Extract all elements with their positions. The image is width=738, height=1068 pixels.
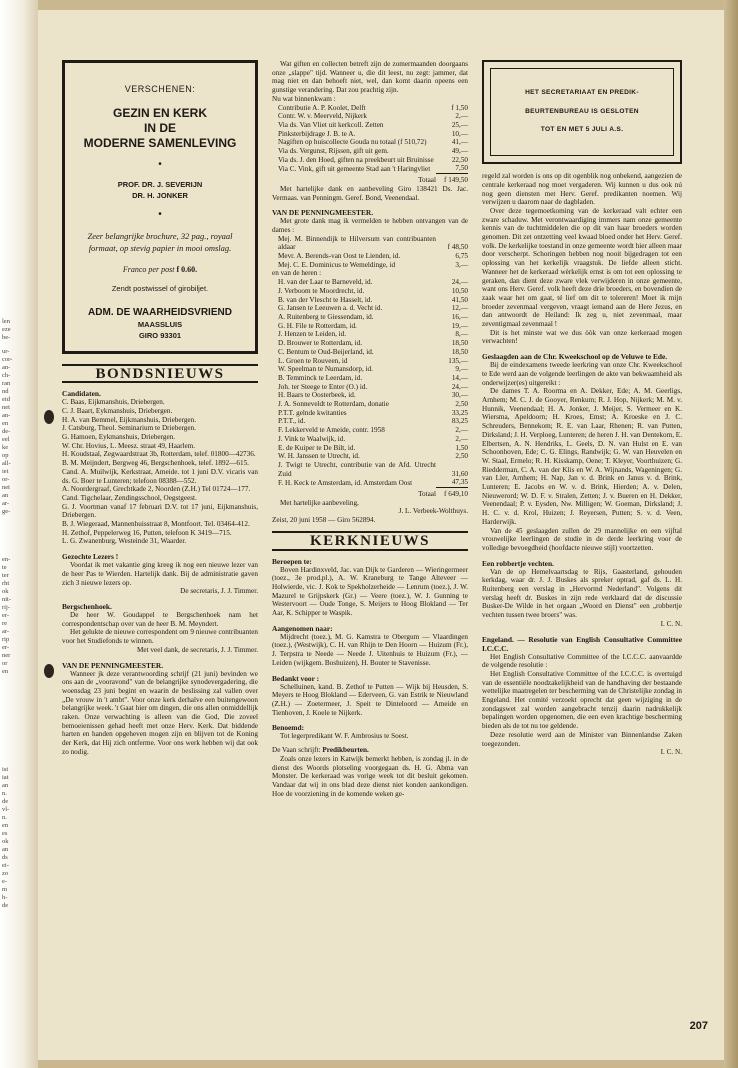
entry-label: Via ds. Van Vliet uit kerkcoll. Zetten [278,120,384,129]
vaan-lead-text: De Vaan schrijft: [272,746,323,755]
entry-amount: 19,— [451,321,468,330]
entry-label: Nagiften op huiscollecte Gouda nu totaal (f 510,72) [278,138,427,147]
entry-amount: 10,— [451,129,468,138]
column-right [482,60,682,757]
benoemd-heading: Benoemd: [272,723,305,733]
table-row [272,339,468,348]
dames-table [272,235,468,270]
entry-amount: 6,75 [455,252,468,261]
page-number: 207 [689,1020,708,1032]
continued-text: Over deze tegemoetkoming van de kerkeraad valt echter een zware schaduw. Met verontwaardiging immers nam onze gemeente kennis van de tuchtmiddelen die op dit van haar broeders worden genomen. Dit zet ontzetting veel kwaad bloed onder het Herv. Geref. volk. De kerkelijke toestand in onze gemeente wordt hier alleen maar door verscherpt. Schoringen hebben nog nooit bijgedragen tot een oplossing van het kerkelijk vraagstuk. De liefde alleen sticht. Wanneer het de kerkeraad wèrkelijk ernst is om tot een oplossing te geraken, dan dient deze zware vlek verwijderen in onze gemeente, want ons Herv. Geref. volk heeft deze drie broeders, en bovendien de zaak waar het om gaat, té lief om dit te tolereren! Moet ik mijn broeder zevenmaal vergeven, vraagt iemand aan de Here Jezus, en dan antwoordt de Heiland: Ik zeg u, niet zevenmaal, maar zeventigmaal zevenmaal ! [482,206,682,329]
bergschenhoek-signature: Met veel dank, de secretaris, J. J. Timmer. [137,645,258,654]
entry-label: D. Brouwer te Rotterdam, id. [278,339,363,348]
entry-label: Mevr. A. Berends-van Oost te Lienden, id. [278,252,401,261]
entry-amount: 33,25 [451,408,468,417]
notice-line: HET SECRETARIAAT EN PREDIK- [525,89,639,96]
entry-amount: 41,— [451,138,468,147]
ad-title-line: MODERNE SAMENLEVING [83,135,237,150]
list-item: H. A. van Bemmel, Eijkmanshuis, Driebergen. [62,415,197,424]
ad-description: Zeer belangrijke brochure, 32 pag., royaal formaat, op stevig papier in mooi omslag. [87,231,233,254]
table-row [272,147,468,156]
gutter-fragment: ist iat an n. de vl- n. en es ok an ds ei- zo e- m h- de [2,766,10,909]
notice-line: BEURTENBUREAU IS GESLOTEN [525,107,639,115]
penningmeester-heading: VAN DE PENNINGMEESTER. [272,208,374,218]
left-gutter [0,0,38,1068]
list-item: G. J. Voortman vanaf 17 februari D.V. tot 17 juni, Eijkmanshuis, Driebergen. [62,502,258,520]
list-item: J. Catsburg, Theol. Seminarium te Driebergen. [62,424,196,433]
beroepen-text: Boven Hardinxveld, Jac. van Dijk te Garderen — Wieringermeer (toez., 3e prod.pl.), A. W. Kraneburg te Tange Alteveer — Holwierde, vic. J. Kok te Spekholzerheide — Lenrum (toez.), J. W. Mazurel te Grijpskerk (Gr.) — Veere (toez.), W. J. Gunning te Westervoort — Oude Tonge, S. Meijers te Hoog Blokland — Ter Aar, K. Schipper te Waspik. [272,565,468,618]
entry-amount: 31,60 [451,469,468,478]
entry-label: Joh. ter Steege te Enter (O.) id. [278,382,368,391]
table-row [272,374,468,383]
giften-thanks: Met hartelijke dank en aanbeveling Giro 138421 Ds. Jac. Vermaas. van Penningm. Geref. Bond, Veenendaal. [272,184,468,202]
entry-label: W. Speelman te Numansdorp, id. [278,365,373,374]
book-spine [724,0,738,1068]
table-row [272,400,468,409]
entry-amount: 16,— [451,312,468,321]
entry-label: L. Groen te Rouveen, id [278,356,348,365]
entry-label: Contr. W. v. Meerveld, Nijkerk [278,112,367,121]
entry-amount: 8,— [455,330,468,339]
entry-amount: f 1,50 [451,103,468,112]
geslaagden-text: Bij de eindexamens tweede leerkring van onze Chr. Kweekschool te Ede werd aan de volgende leerlingen de akte van bekwaamheid als onderwijzer(es) uitgereikt : [482,361,682,387]
total-label: Totaal [418,490,436,499]
entry-label: P.T.T. gelnde kwitanties [278,408,347,417]
entry-amount: 18,50 [451,339,468,348]
table-row [272,278,468,287]
entry-label: Via C. Vink, gift uit gemeente Stad aan 't Haringvliet [278,164,431,173]
entry-label: F. Lekkerveld te Ameide, contr. 1958 [278,426,385,435]
robbertje-heading: Een robbertje vechten. [482,558,554,568]
ad-publisher: ADM. DE WAARHEIDSVRIEND [88,306,232,318]
entry-label: J. Henzen te Leiden, id. [278,330,347,339]
entry-label: J. A. Sonneveldt te Rotterdam, donatie [278,400,389,409]
table-row [272,235,468,252]
penningmeester-text: Wanneer jk deze verantwoording schrijf (21 juni) bevinden we ons aan de „vooravond" van de belangrijke synodevergadering, die woensdag 23 juni begint en waarin de beslissing zal vallen over „De vrouw in 't ambt". Voor onze kerk derhalve een buitengewoon belangrijke week. 't Gaat hier om dingen, die ons allen onmiddellijk raken. Onze verwachting is alleen van die God, Die zoveel bemoeienissen gehad heeft met onze Herv. Kerk. Dat biddende harten en handen opgeheven mogen zijn en blijven tot de Koning der Kerk, dat Hij zich ontferme. Voor ons werk hebben wij dat ook zo nodig. [62,669,258,756]
engeland-text: Deze resolutie werd aan de Minister van Binnenlandse Zaken toegezonden. [482,730,682,748]
bergschenhoek-text: Het gelukte de nieuwe correspondent om 9 nieuwe contribuanten voor het Studiefonds te winnen. [62,628,258,646]
binder-hole [44,410,54,424]
gezochte-signature: De secretaris, J. J. Timmer. [180,587,258,596]
penningmeester-intro: Met grote dank mag ik vermelden te hebben ontvangen van de dames : [272,217,468,234]
entry-label: E. de Kuiper te De Bilt, id. [278,443,356,452]
aangenomen-text: Mijdrecht (toez.), M. G. Kamstra te Obergum — Vlaardingen (toez.), (Westwijk), C. H. van Rhijn te Den Hoorn — Huizum (Fr.), J. Terpstra te Neede — Neede J. Uitenhuis te Huizum (Fr.), — Leiden (wijkgem. Boshuizen), H. Bouter te Stavenisse. [272,632,468,667]
table-row [272,426,468,435]
engeland-text: Het English Consultative Committee of the I.C.C.C. is overtuigd van de essentiële noodzakelijkheid van de handhaving der bestaande wettelijke maatregelen ter bescherming van de Christelijke zondag in Engeland. Het comité verzoekt oprecht dat geen wijziging in de zondagswet zal worden aangebracht tenzij daarin nadrukkelijk bepalingen worden opgenomen, die een even krachtige bescherming bieden als de tot nu toe geldende. [482,669,682,731]
entry-label: C. Bentum te Oud-Beijerland, id. [278,347,374,356]
table-row [272,461,468,478]
table-row [272,252,468,261]
entry-amount: 1,50 [455,443,468,452]
list-item: A. Noordergraaf, Grechtkade 2, Noorden (Z.H.) Tel 01724—177. [62,485,251,494]
entry-label: Mej. M. Binnendijk te Hilversum van contribuanten aldaar [278,234,436,252]
list-item: G. Hamoen, Eykmanshuis, Driebergen. [62,433,176,442]
table-row [272,391,468,400]
giften-table [272,104,468,185]
ad-verschenen: VERSCHENEN: [124,84,196,94]
robbertje-signature: I. C. N. [660,619,682,628]
entry-amount: 2,— [455,112,468,121]
entry-label: H. Baars te Oosterbeek, id. [278,391,356,400]
kandidaten-heading: Candidaten. [62,389,101,399]
gezochte-heading: Gezochte Lezers ! [62,552,119,562]
bedankt-heading: Bedankt voor : [272,673,320,683]
entry-amount: 2,— [455,426,468,435]
entry-amount: 7,50 [455,164,468,173]
table-row [272,435,468,444]
table-row [272,164,468,173]
vaan-lead [272,746,468,755]
beroepen-heading: Beroepen te: [272,556,312,566]
list-item: L. G. Zwanenburg, Westeinde 31, Waarder. [62,537,187,546]
table-row [272,409,468,418]
entry-label: A. Ruitenberg te Giessendam, id. [278,312,374,321]
total-label: Totaal [418,176,436,185]
benoemd-text: Tot legerpredikant W. F. Ambrosius te Soest. [280,732,409,741]
entry-amount: 14,— [451,373,468,382]
list-item: C. J. Baart, Eykmanshuis, Driebergen. [62,406,173,415]
table-row [272,112,468,121]
entry-label: G. Jansen te Leeuwen a. d. Vecht id. [278,304,383,313]
heren-thanks-giro: Zeist, 20 juni 1958 — Giro 562894. [272,516,376,525]
heren-table [272,278,468,499]
entry-label: J. Verboom te Moordrecht, id. [278,286,365,295]
engeland-text: Het English Consultative Committee of the I.C.C.C. aanvaardde de volgende resolutie : [482,652,682,670]
column-left [62,60,258,757]
table-row [272,357,468,366]
vaan-heading: Predikbeurten. [322,746,369,755]
table-row [272,287,468,296]
list-item: Cand. Tigchelaar, Zendingsschool, Oegstgeest. [62,493,197,502]
entry-amount: 12,— [451,304,468,313]
aangenomen-heading: Aangenomen naar: [272,623,333,633]
section-header-bondsnieuws: BONDSNIEUWS [62,364,258,384]
entry-amount: 135,— [448,356,468,365]
table-row [272,488,468,499]
entry-amount: 18,50 [451,347,468,356]
entry-label: H. van der Laar te Barneveld, id. [278,278,373,287]
table-row [272,174,468,185]
table-row [272,104,468,113]
table-row [272,296,468,305]
table-row [272,365,468,374]
total-amount: f 649,10 [436,488,468,499]
entry-amount: 2,— [455,434,468,443]
entry-amount: 24,— [451,278,468,287]
entry-amount: 2,50 [455,452,468,461]
entry-amount: 9,— [455,365,468,374]
ad-payment: Zendt postwissel of girobiljet. [111,283,209,293]
entry-label: Via ds. J. den Hoed, giften na preekbeurt uit Bruinisse [278,155,434,164]
bergschenhoek-heading: Bergschenhoek. [62,601,112,611]
list-item: H. Zethof, Peppelerweg 16, Putten, telefoon K 3419—715. [62,528,232,537]
heren-label: en van de heren : [272,269,322,278]
entry-label: Mej. C. E. Dominicus te Wemeldinge, id [278,260,396,269]
entry-amount: 25,— [451,120,468,129]
section-header-kerknieuws: KERKNIEUWS [272,531,468,551]
table-row [272,383,468,392]
entry-amount: f 48,50 [447,243,468,252]
notice-box [482,60,682,164]
bedankt-text: Schelluinen, kand. B. Zethof te Putten — Wijk bij Heusden, S. Meyers te Hoog Blokland — Ederveen, G. van Estrik te Nieuwland (Z.H.) — Zoetermeer, J. Speit te Dinteloord — Ameide en Tienhoven, J. Koele te Nijkerk. [272,682,468,717]
table-row [272,121,468,130]
table-row [272,452,468,461]
gutter-fragment: ur- cor- an- ch- ran nd eid net an- en de- eel ke op all- iet or- net an ar- ge- [2,348,13,515]
ad-title-line: IN DE [143,120,176,135]
advertisement-box [62,60,258,354]
geslaagden-text: De dames T. A. Roorma en A. Dekker, Ede; A. M. Geerligs, Arnhem; M. C. J. de Gooyer, Renkum; R. J. Hop, Nijkerk; M. M. v. Hunnik, Veenendaal; H. A. Jonker, J. Meijer, S. Vermeer en K. Wiersma, Apeldoorn; H. Kroes, Emst; A. Kroeske en J. C. Schreuders, Bennekom; R. E. van Laar, Rhenen; R. van Putten, Dirksland; J. H. Verploeg, Lunteren; de heren J. H. van Dentekom, E. Elbertsen, A. N. Hendriks, L. Geels, D. N. van Hulst en E. van Schoonhoven, Ede; C. G. Elings, Randwijk; G. W. van Heuvelen en W. Staal, Ermelo; R. H. Kisskamp, Oene; T. Kleyer, Voorthuizen; G. Riedderman, C. A. van der Klis en W. A. Wijnands, Wageningen; G. van Ller, Arnhem; H. Nap, Jan v. d. Brink en Janus v. d. Brink, Lunteren; E. Jacobs en W. v. d. Brink, Hierden; A. v. Delen, Nieuwerord; W. D. F. v. Stralen, Zetten; J. v. Bueren en H. Dekker, Veenendaal; P. v. Eysden, Nw. Milligen; W. Goeman, Dirksland; J. H. C. v. d. Krol, Huizen; J. Reyersen, Putten; S. v. d. Veen, Harderwijk. [482,387,682,526]
engeland-signature: I. C. N. [660,748,682,757]
list-item: C. Baas, Eijkmanshuis, Driebergen. [62,398,165,407]
entry-label: W. H. Janssen te Utrecht, id. [278,452,360,461]
entry-amount: 3,— [455,260,468,269]
ad-author: DR. H. JONKER [132,191,188,201]
ad-giro: GIRO 93301 [138,330,182,340]
bullet-icon: • [158,209,162,221]
bergschenhoek-text: De heer W. Goudappel te Bergschenhoek nam het correspondentschap over van de heer B. M. Meyndert. [62,610,258,628]
table-row [272,322,468,331]
list-item: B. J. Wiegeraad, Mannenhuisstraat 8, Montfoort. Tel. 03464-412. [62,520,250,529]
entry-label: G. H. File te Rotterdam, id. [278,321,357,330]
table-row [272,313,468,322]
penningmeester-heading: VAN DE PENNINGMEESTER. [62,660,164,670]
entry-label: B. van der Vlescht te Hasselt, id. [278,295,373,304]
gutter-fragment: len eze be- [2,318,11,341]
list-item: W. Chr. Hovius, L. Meesz. straat 49, Haarlem. [62,441,196,450]
entry-amount: 41,50 [451,295,468,304]
entry-label: J. Twigt te Utrecht, contributie van de Afd. Utrecht Zuid [278,460,436,478]
entry-amount: 24,— [451,382,468,391]
engeland-heading: Engeland. — Resolutie van English Consultative Committee I.C.C.C. [482,634,682,653]
continued-text: Dit is het minste wat we dus òòk van onze kerkeraad mogen verwachten! [482,328,682,346]
ad-city: MAASSLUIS [137,319,183,329]
table-row [272,444,468,453]
geslaagden-text: Van de 45 geslaagden zullen de 29 mannelijke en een vijftal vrouwelijke leerlingen de studie in de derde leerkring voor de volledige bevoegdheid (hoofdacte nieuwe stijl) voortzetten. [482,526,682,552]
giften-label: Nu wat binnenkwam : [272,94,336,103]
entry-amount: 2,50 [455,400,468,409]
table-row [272,138,468,147]
heren-thanks-name: J. L. Verbeek-Wolthuys. [398,507,468,516]
entry-amount: 10,50 [451,286,468,295]
ad-price-label: Franco per post [122,265,175,275]
entry-amount: 22,50 [451,155,468,164]
table-row [272,261,468,270]
table-row [272,330,468,339]
kandidaten-list [62,398,258,546]
ad-price [73,266,247,275]
entry-amount: 83,25 [451,417,468,426]
continued-text: regeld zal worden is ons op dit ogenblik nog onbekend, aangezien de centrale kerkeraad nog moet vergaderen. Wij kunnen u dus ook nú nog geen diensten met Herv. Geref. predikanten noemen. Wij verwijzen u daarom naar de dagbladen. [482,172,682,207]
ad-price-value: f 0.60. [176,265,198,275]
gezochte-text: Voordat ik met vakantie ging kreeg ik nog een nieuwe lezer van de heer Pas te Wierden. Hartelijk dank. Bij de administratie gaven zich 3 nieuwe lezers op. [62,561,258,587]
entry-label: Pinksterbijdrage J. B. te A. [278,129,356,138]
table-row [272,417,468,426]
binder-hole [44,664,54,678]
entry-amount: 30,— [451,391,468,400]
bullet-icon: • [158,158,162,170]
entry-label: B. Temminck te Leerdam, id. [278,373,363,382]
table-row [272,478,468,487]
giften-intro: Wat giften en collecten betreft zijn de zomermaanden doorgaans onze „slappe" tijd. Wanneer u, die dit leest, nu zegt: jammer, dat mag niet en dan behoeft niet, wel, dan komt daarin opeens een gunstige verandering. Dat zou prachtig zijn. [272,60,468,95]
total-amount: f 149,50 [436,174,468,185]
notice-inner [490,68,674,156]
entry-label: J. Vink te Waalwijk, id. [278,434,346,443]
ad-author: PROF. DR. J. SEVERIJN [117,180,203,190]
list-item: Cand. A. Muilwijk, Kerkstraat, Ameide. tot 1 juni D.V. vicaris van ds. G. Boer te Lunteren; telefoon 08388—552. [62,467,258,485]
robbertje-text: Van de op Hemelvaartsdag te Rijs, Gaasterland, gehouden kerkdag, waar dr. J. J. Buskes als spreker optrad, gaf ds. L. H. Ruitenberg een verslag in „Hervormd Nederland". Volgens dit verslag heeft dr. Buskes in zijn rede verklaard dat de discussie Busker-De Wilde in het orgaan „Woord en Dienst" een „robbertje vechten tussen twee broers" was. [482,567,682,620]
entry-label: P.T.T., id. [278,417,306,426]
entry-label: F. H. Keck te Amsterdam, id. Amsterdam Oost [278,478,413,487]
table-row [272,304,468,313]
column-middle [272,60,468,798]
entry-label: Contributie A. P. Koolet, Delft [278,103,366,112]
gutter-fragment: en- te ter rht ok nit- rij- er- re ar- rip er- ner or en [2,556,12,675]
entry-amount: 49,— [451,147,468,156]
entry-label: Via ds. Vergunst, Rijssen, gift uit gem. [278,147,389,156]
table-row [272,156,468,165]
heren-thanks: Met hartelijke aanbeveling, [280,498,359,507]
vaan-text: Zoals onze lezers in Katwijk bemerkt hebben, is zondag jl. in de dienst des Woords plotseling voorgegaan ds. H. G. Abma van Monster. De kerkeraad was vorige week tot dit besluit gekomen. Vandaar dat wij in ons blad deze dienst niet konden aankondigen. Hoe de voorziening in de komende weken ge- [272,754,468,798]
entry-amount: 47,35 [451,478,468,487]
notice-line: TOT EN MET 5 JULI A.S. [540,126,624,134]
list-item: H. Koudstaal, Zegwaardstraat 3b, Rotterdam, telef. 01800—42736. [62,450,256,459]
geslaagden-heading: Geslaagden aan de Chr. Kweekschool op de Veluwe te Ede. [482,352,668,362]
table-row [272,130,468,139]
ad-title-line: GEZIN EN KERK [112,105,207,120]
table-row [272,348,468,357]
list-item: B. M. Meijndert, Bergweg 46, Bergschenhoek, telef. 1892—615. [62,459,249,468]
